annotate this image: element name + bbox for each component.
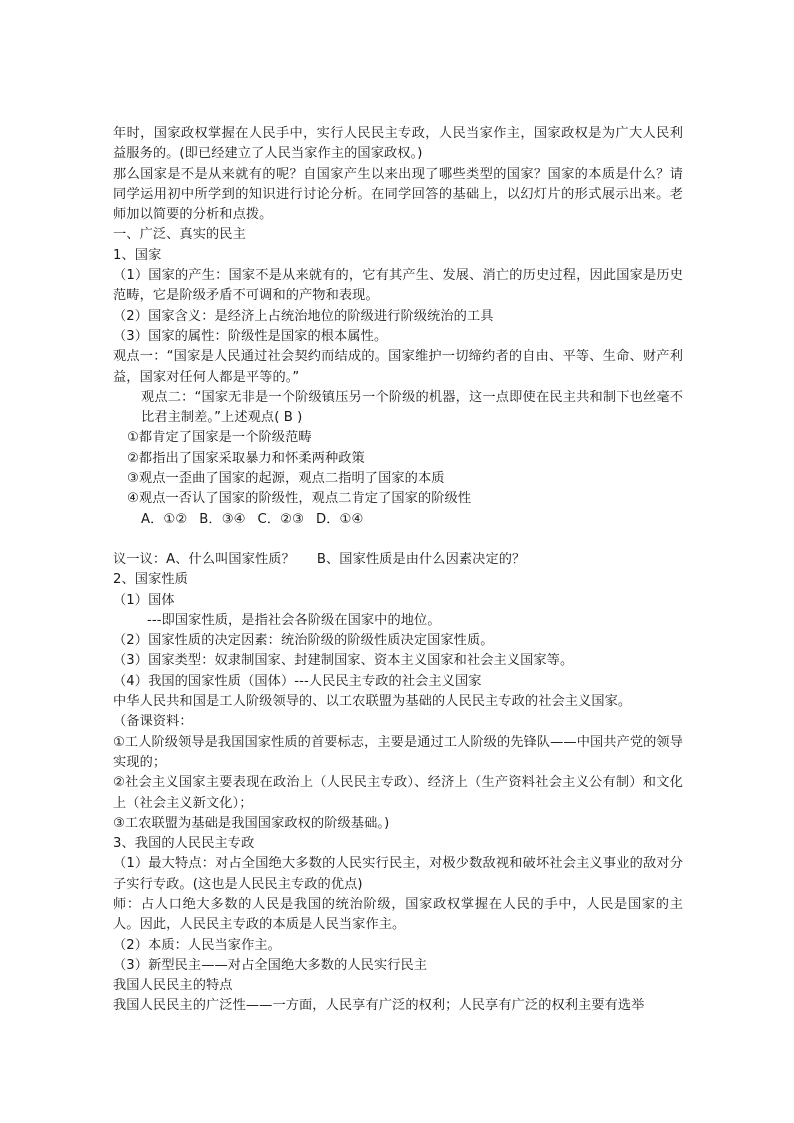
teacher-remark: 师：占人口绝大多数的人民是我国的统治阶级，国家政权掌握在人民的手中，人民是国家的主人。因此，人民民主专政的本质是人民当家作主。 (113, 896, 683, 933)
nature-item-2: （2）国家性质的决定因素：统治阶级的阶级性质决定国家性质。 (113, 633, 494, 649)
intro-paragraph-1: 年时，国家政权掌握在人民手中，实行人民民主专政，人民当家作主，国家政权是为广大人民利益服务的。(即已经建立了人民当家作主的国家政权。) (113, 126, 683, 162)
dictatorship-item-1: （1）最大特点：对占全国绝大多数的人民实行民主，对极少数敌视和破坏社会主义事业的敌对分子实行专政。(这也是人民民主专政的优点) (113, 856, 683, 892)
discussion-question-a: 议一议：A、什么叫国家性质？ (113, 551, 295, 567)
intro-paragraph-2: 那么国家是不是从来就有的呢？自国家产生以来出现了哪些类型的国家？国家的本质是什么？请同学运用初中所学到的知识进行讨论分析。在同学回答的基础上，以幻灯片的形式展示出来。老师加以简要的分析和点拨。 (113, 166, 683, 223)
subsection-heading-nature: 2、国家性质 (113, 572, 188, 588)
nature-item-1-detail: ---即国家性质，是指社会各阶级在国家中的地位。 (147, 612, 441, 628)
prep-material-2: ②社会主义国家主要表现在政治上（人民民主专政）、经济上（生产资料社会主义公有制）和文化上（社会主义新文化）； (113, 775, 683, 811)
viewpoint-two: 观点二：“国家无非是一个阶级镇压另一个阶级的机器，这一点即使在民主共和制下也丝毫不比君主制差。”上述观点( B ) (141, 389, 683, 426)
viewpoint-one: 观点一：“国家是人民通过社会契约而结成的。国家维护一切缔约者的自由、平等、生命、财产利益，国家对任何人都是平等的。” (113, 349, 683, 385)
question-option-4: ④观点一否认了国家的阶级性，观点二肯定了国家的阶级性 (127, 491, 472, 507)
state-attribute: （3）国家的属性：阶级性是国家的根本属性。 (113, 328, 388, 344)
subsection-heading-state: 1、国家 (113, 247, 162, 263)
document-body (113, 124, 683, 1017)
state-meaning: （2）国家含义：是经济上占统治地位的阶级进行阶级统治的工具 (113, 308, 494, 324)
question-option-3: ③观点一歪曲了国家的起源，观点二指明了国家的本质 (127, 471, 445, 487)
prep-material-heading: （备课资料： (113, 714, 193, 730)
democracy-breadth: 我国人民民主的广泛性——一方面，人民享有广泛的权利；人民享有广泛的权利主要有选举 (113, 998, 645, 1014)
dictatorship-item-3: （3）新型民主——对占全国绝大多数的人民实行民主 (113, 957, 428, 973)
section-heading: 一、广泛、真实的民主 (113, 227, 246, 243)
nature-item-1: （1）国体 (113, 592, 175, 608)
answer-choice-d: D．①④ (316, 511, 364, 527)
prep-material-1: ①工人阶级领导是我国国家性质的首要标志，主要是通过工人阶级的先锋队——中国共产党的领导实现的； (113, 734, 683, 770)
dictatorship-item-2: （2）本质：人民当家作主。 (113, 937, 281, 953)
prep-material-3: ③工农联盟为基础是我国国家政权的阶级基础。) (113, 815, 390, 831)
answer-choices (113, 510, 683, 530)
answer-choice-c: C．②③ (257, 511, 304, 527)
nature-item-4: （4）我国的国家性质（国体）---人民民主专政的社会主义国家 (113, 673, 482, 689)
blank-line (113, 530, 683, 550)
nature-item-3: （3）国家类型：奴隶制国家、封建制国家、资本主义国家和社会主义国家等。 (113, 653, 574, 669)
question-option-1: ①都肯定了国家是一个阶级范畴 (127, 430, 312, 446)
answer-choice-a: A．①② (141, 511, 188, 527)
subsection-heading-dictatorship: 3、我国的人民民主专政 (113, 836, 255, 852)
nature-statement: 中华人民共和国是工人阶级领导的、以工农联盟为基础的人民民主专政的社会主义国家。 (113, 694, 632, 710)
democracy-features-heading: 我国人民民主的特点 (113, 978, 233, 994)
state-origin: （1）国家的产生：国家不是从来就有的，它有其产生、发展、消亡的历史过程，因此国家是历史范畴，它是阶级矛盾不可调和的产物和表现。 (113, 268, 683, 304)
discussion-question-b: B、国家性质是由什么因素决定的？ (316, 551, 526, 567)
answer-choice-b: B．③④ (199, 511, 246, 527)
discussion-line (113, 550, 683, 570)
question-option-2: ②都指出了国家采取暴力和怀柔两种政策 (127, 450, 365, 466)
